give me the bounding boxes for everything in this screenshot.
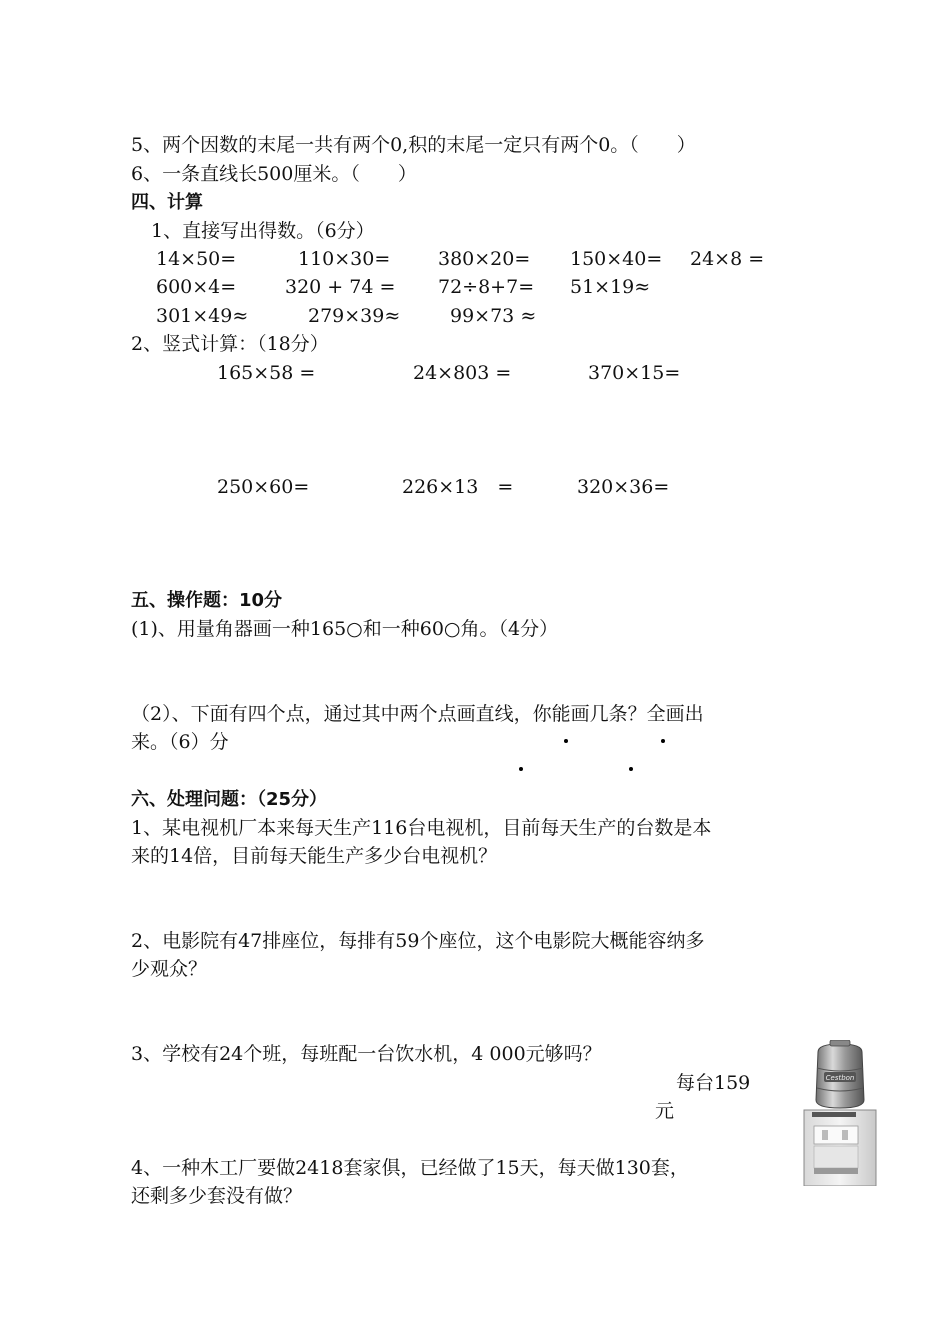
direct-item: 99×73 ≈ bbox=[450, 305, 537, 327]
point-dot bbox=[564, 739, 568, 743]
direct-item: 301×49≈ bbox=[156, 305, 249, 327]
point-dot bbox=[519, 767, 523, 771]
problem-1-line1: 1、某电视机厂本来每天生产116台电视机，目前每天生产的台数是本 bbox=[131, 817, 712, 839]
price-label-line2: 元 bbox=[655, 1100, 675, 1122]
direct-item: 72÷8+7= bbox=[438, 276, 535, 298]
ops-question-2-line1: （2）、下面有四个点，通过其中两个点画直线，你能画几条？全画出 bbox=[131, 703, 704, 725]
direct-calc-title: 1、直接写出得数。（6分） bbox=[151, 220, 375, 242]
direct-item: 110×30= bbox=[298, 248, 391, 270]
ops-question-1: (1)、用量角器画一种165○和一种60○角。（4分） bbox=[131, 618, 559, 640]
question-6: 6、一条直线长500厘米。（ ） bbox=[131, 163, 417, 185]
direct-item: 150×40= bbox=[570, 248, 663, 270]
cooler-brand-text: Cestbon bbox=[825, 1074, 855, 1082]
point-dot bbox=[661, 739, 665, 743]
problem-2-line1: 2、电影院有47排座位，每排有59个座位，这个电影院大概能容纳多 bbox=[131, 930, 705, 952]
section-heading-calc: 四、计算 bbox=[131, 192, 203, 213]
direct-item: 320 + 74 = bbox=[285, 276, 396, 298]
direct-item: 24×8 = bbox=[690, 248, 765, 270]
vertical-item: 250×60= bbox=[217, 476, 310, 498]
ops-question-2-line2: 来。（6）分 bbox=[131, 731, 229, 753]
point-dot bbox=[629, 767, 633, 771]
section-heading-ops: 五、操作题：10分 bbox=[131, 590, 283, 611]
problem-1-line2: 来的14倍，目前每天能生产多少台电视机？ bbox=[131, 845, 498, 867]
direct-item: 279×39≈ bbox=[308, 305, 401, 327]
problem-3: 3、学校有24个班，每班配一台饮水机，4 000元够吗？ bbox=[131, 1043, 602, 1065]
vertical-calc-title: 2、竖式计算：（18分） bbox=[131, 333, 329, 355]
section-heading-problems: 六、处理问题：（25分） bbox=[131, 789, 328, 810]
problem-4-line2: 还剩多少套没有做？ bbox=[131, 1185, 303, 1207]
vertical-item: 24×803 = bbox=[413, 362, 512, 384]
vertical-item: 370×15= bbox=[588, 362, 681, 384]
price-label-line1: 每台159 bbox=[676, 1072, 751, 1094]
vertical-item: 226×13 = bbox=[402, 476, 514, 498]
direct-item: 380×20= bbox=[438, 248, 531, 270]
direct-item: 14×50= bbox=[156, 248, 237, 270]
problem-2-line2: 少观众？ bbox=[131, 958, 208, 980]
question-5: 5、两个因数的末尾一共有两个0,积的末尾一定只有两个0。（ ） bbox=[131, 134, 696, 156]
direct-item: 600×4= bbox=[156, 276, 237, 298]
vertical-item: 165×58 = bbox=[217, 362, 316, 384]
vertical-item: 320×36= bbox=[577, 476, 670, 498]
direct-item: 51×19≈ bbox=[570, 276, 651, 298]
water-dispenser-image bbox=[800, 1040, 880, 1186]
problem-4-line1: 4、一种木工厂要做2418套家俱，已经做了15天，每天做130套， bbox=[131, 1157, 689, 1179]
